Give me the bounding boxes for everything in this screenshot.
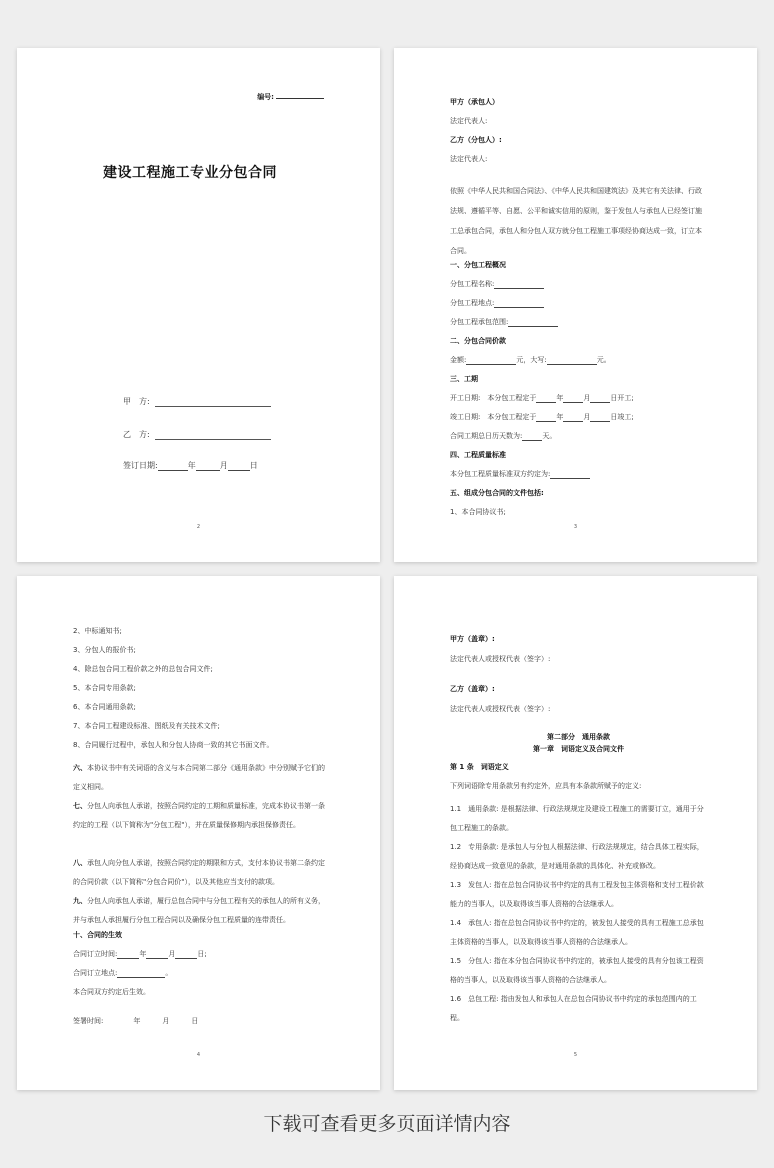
definition-item: 1.3 发包人: 指在总包合同协议书中约定的具有工程发包主体资格和支付工程价款能力的当事人，以及取得该当事人资格的合法继承人。 (450, 881, 704, 908)
page-number: 3 (573, 524, 578, 530)
end-month-blank (563, 413, 583, 422)
end-day-blank (590, 413, 610, 422)
serial-blank-line (276, 92, 324, 99)
clause-8-text: 承包人向分包人承诺，按照合同约定的期限和方式，支付本协议书第二条约定的合同价款（以下简称"分包合同价"），以及其他应当支付的款项。 (73, 859, 325, 886)
document-item: 2、中标通知书; (73, 627, 122, 635)
document-item: 4、除总包合同工程价款之外的总包合同文件; (73, 665, 213, 673)
day-blank (228, 462, 250, 471)
clause-7-label: 七、 (73, 802, 87, 810)
project-name-row (450, 279, 707, 289)
duration-label: 合同工期总日历天数为: (450, 432, 523, 440)
end-year-blank (536, 413, 556, 422)
section-2-heading: 二、分包合同价款 (450, 337, 506, 345)
amount-unit: 元。 (596, 356, 611, 364)
month-label: 月 (219, 461, 228, 470)
signing-month-label: 月 (162, 1017, 170, 1025)
amount-label: 金额: (450, 356, 467, 364)
party-a-rep: 法定代表人: (450, 117, 488, 125)
party-b-rep: 法定代表人: (450, 155, 488, 163)
party-a-label: 甲 方: (123, 397, 150, 406)
signing-day-label: 日 (191, 1017, 199, 1025)
party-a-seal: 甲方（盖章）: (450, 635, 495, 643)
project-scope-row (450, 317, 707, 327)
page-number: 2 (196, 524, 201, 530)
part-2-heading: 第二部分 通用条款 (547, 733, 610, 741)
sign-date-label: 签订日期: (123, 461, 158, 470)
clause-7-text: 分包人向承包人承诺，按照合同约定的工期和质量标准，完成本协议书第一条约定的工程（以下简称为"分包工程"），并在质量保修期内承担保修责任。 (73, 802, 325, 829)
clause-8-label: 八、 (73, 859, 87, 867)
project-site-row (450, 298, 707, 308)
clause-9 (73, 892, 330, 930)
party-a-rep-sign: 法定代表人或授权代表（签字）: (450, 655, 551, 663)
sign-month-blank (146, 950, 168, 959)
amount-blank (466, 356, 516, 365)
end-year-label: 年 (556, 413, 564, 421)
party-a-heading: 甲方（承包人） (450, 98, 499, 106)
definition-item: 1.2 专用条款: 是承包人与分包人根据法律、行政法规规定，结合具体工程实际，经协商达成一致意见的条款，是对通用条款的具体化、补充或修改。 (450, 843, 704, 870)
clause-7 (73, 797, 330, 835)
party-b-blank-line (155, 431, 271, 440)
serial-label: 编号: (257, 93, 274, 101)
signing-year-label: 年 (133, 1017, 141, 1025)
sign-day-blank (175, 950, 197, 959)
document-item: 5、本合同专用条款; (73, 684, 136, 692)
contract-page-agreement (394, 48, 757, 562)
clause-9-label: 九、 (73, 897, 87, 905)
signing-time-row (73, 1016, 330, 1026)
start-year-label: 年 (556, 394, 564, 402)
project-scope-blank (508, 318, 558, 327)
sign-month-label: 月 (168, 950, 176, 958)
clause-6-label: 六、 (73, 764, 87, 772)
sign-place-row: 合同订立地点: 。 (73, 969, 173, 977)
sign-year-blank (117, 950, 139, 959)
document-item: 8、合同履行过程中，承包人和分包人协商一致的其它书面文件。 (73, 741, 274, 749)
sign-time-label: 合同订立时间: (73, 950, 118, 958)
section-10-heading: 十、合同的生效 (73, 931, 122, 939)
start-date-label: 开工日期: 本分包工程定于 (450, 394, 537, 402)
duration-blank (522, 432, 542, 441)
article-1-heading: 第 1 条 词语定义 (450, 763, 509, 771)
quality-label: 本分包工程质量标准双方约定为: (450, 470, 551, 478)
start-day-label: 日开工; (610, 394, 634, 402)
duration-unit: 天。 (542, 432, 557, 440)
party-b-rep-sign: 法定代表人或授权代表（签字）: (450, 705, 551, 713)
party-b-signature-row (123, 429, 271, 440)
year-blank (158, 462, 188, 471)
effect-clause: 本合同双方约定后生效。 (73, 988, 150, 996)
page-number: 4 (196, 1052, 201, 1058)
month-blank (196, 462, 220, 471)
definition-item: 1.5 分包人: 指在本分包合同协议书中约定的，被承包人接受的具有分包该工程资格的当事人，以及取得该当事人资格的合法继承人。 (450, 957, 704, 984)
quality-blank (550, 470, 590, 479)
amount-words-label: 元，大写: (516, 356, 547, 364)
intro-paragraph: 依照《中华人民共和国合同法》、《中华人民共和国建筑法》及其它有关法律、行政法规、遵循平等、自愿、公平和诚实信用的原则，鉴于发包人与承包人已经签订施工总承包合同，承包人和分包人双方就分包工程施工事项经协商达成一致，订立本合同。 (450, 187, 702, 255)
document-item: 3、分包人的报价书; (73, 646, 136, 654)
definition-item: 1.4 承包人: 指在总包合同协议书中约定的，被发包人接受的具有工程施工总承包主体资格的当事人，以及取得该当事人资格的合法继承人。 (450, 919, 704, 946)
sign-date-row (123, 460, 258, 471)
start-year-blank (536, 394, 556, 403)
project-site-label: 分包工程地点: (450, 299, 495, 307)
party-a-blank-line (155, 398, 271, 407)
end-day-label: 日竣工; (610, 413, 634, 421)
party-b-label: 乙 方: (123, 430, 150, 439)
party-b-heading: 乙方（分包人）: (450, 136, 502, 144)
download-caption: 下载可查看更多页面详情内容 (263, 1113, 511, 1135)
section-1-heading: 一、分包工程概况 (450, 261, 506, 269)
document-item: 7、本合同工程建设标准、图纸及有关技术文件; (73, 722, 220, 730)
year-label: 年 (187, 461, 196, 470)
sign-day-label: 日; (197, 950, 207, 958)
definition-item: 1.1 通用条款: 是根据法律、行政法规规定及建设工程施工的需要订立，通用于分包工程施工的条款。 (450, 805, 704, 832)
start-month-blank (563, 394, 583, 403)
duration-row (450, 431, 707, 441)
start-month-label: 月 (583, 394, 591, 402)
document-item: 6、本合同通用条款; (73, 703, 136, 711)
section-3-heading: 三、工期 (450, 375, 478, 383)
contract-page-general-terms (394, 576, 757, 1090)
sign-time-row (73, 949, 330, 959)
start-date-row (450, 393, 707, 403)
section-5-heading: 五、组成分包合同的文件包括: (450, 489, 544, 497)
clause-6-text: 本协议书中有关词语的含义与本合同第二部分《通用条款》中分别赋予它们的定义相同。 (73, 764, 325, 791)
clause-8 (73, 854, 330, 892)
signing-time-label: 签署时间: (73, 1017, 104, 1025)
contract-page-cover (17, 48, 380, 562)
definition-item: 1.6 总包工程: 指由发包人和承包人在总包合同协议书中约定的承包范围内的工程。 (450, 995, 697, 1022)
quality-row (450, 469, 707, 479)
amount-row (450, 355, 707, 365)
document-item-1: 1、本合同协议书; (450, 508, 506, 516)
start-day-blank (590, 394, 610, 403)
page-number: 5 (573, 1052, 578, 1058)
project-name-blank (494, 280, 544, 289)
project-name-label: 分包工程名称: (450, 280, 495, 288)
end-month-label: 月 (583, 413, 591, 421)
project-scope-label: 分包工程承包范围: (450, 318, 509, 326)
sign-place-blank (117, 969, 165, 978)
clause-6 (73, 759, 330, 797)
contract-page-documents (17, 576, 380, 1090)
article-1-intro: 下列词语除专用条款另有约定外，应具有本条款所赋予的定义: (450, 782, 642, 790)
end-date-label: 竣工日期: 本分包工程定于 (450, 413, 537, 421)
section-4-heading: 四、工程质量标准 (450, 451, 506, 459)
party-b-seal: 乙方（盖章）: (450, 685, 495, 693)
end-date-row (450, 412, 707, 422)
serial-number-field (257, 92, 324, 102)
party-a-signature-row (123, 396, 271, 407)
project-site-blank (494, 299, 544, 308)
chapter-1-heading: 第一章 词语定义及合同文件 (533, 745, 624, 753)
amount-words-blank (547, 356, 597, 365)
contract-title: 建设工程施工专业分包合同 (103, 165, 277, 181)
sign-year-label: 年 (139, 950, 147, 958)
day-label: 日 (249, 461, 258, 470)
clause-9-text: 分包人向承包人承诺，履行总包合同中与分包工程有关的承包人的所有义务，并与承包人承担履行分包工程合同以及确保分包工程质量的连带责任。 (73, 897, 325, 924)
sign-place-label: 合同订立地点: (73, 969, 118, 977)
